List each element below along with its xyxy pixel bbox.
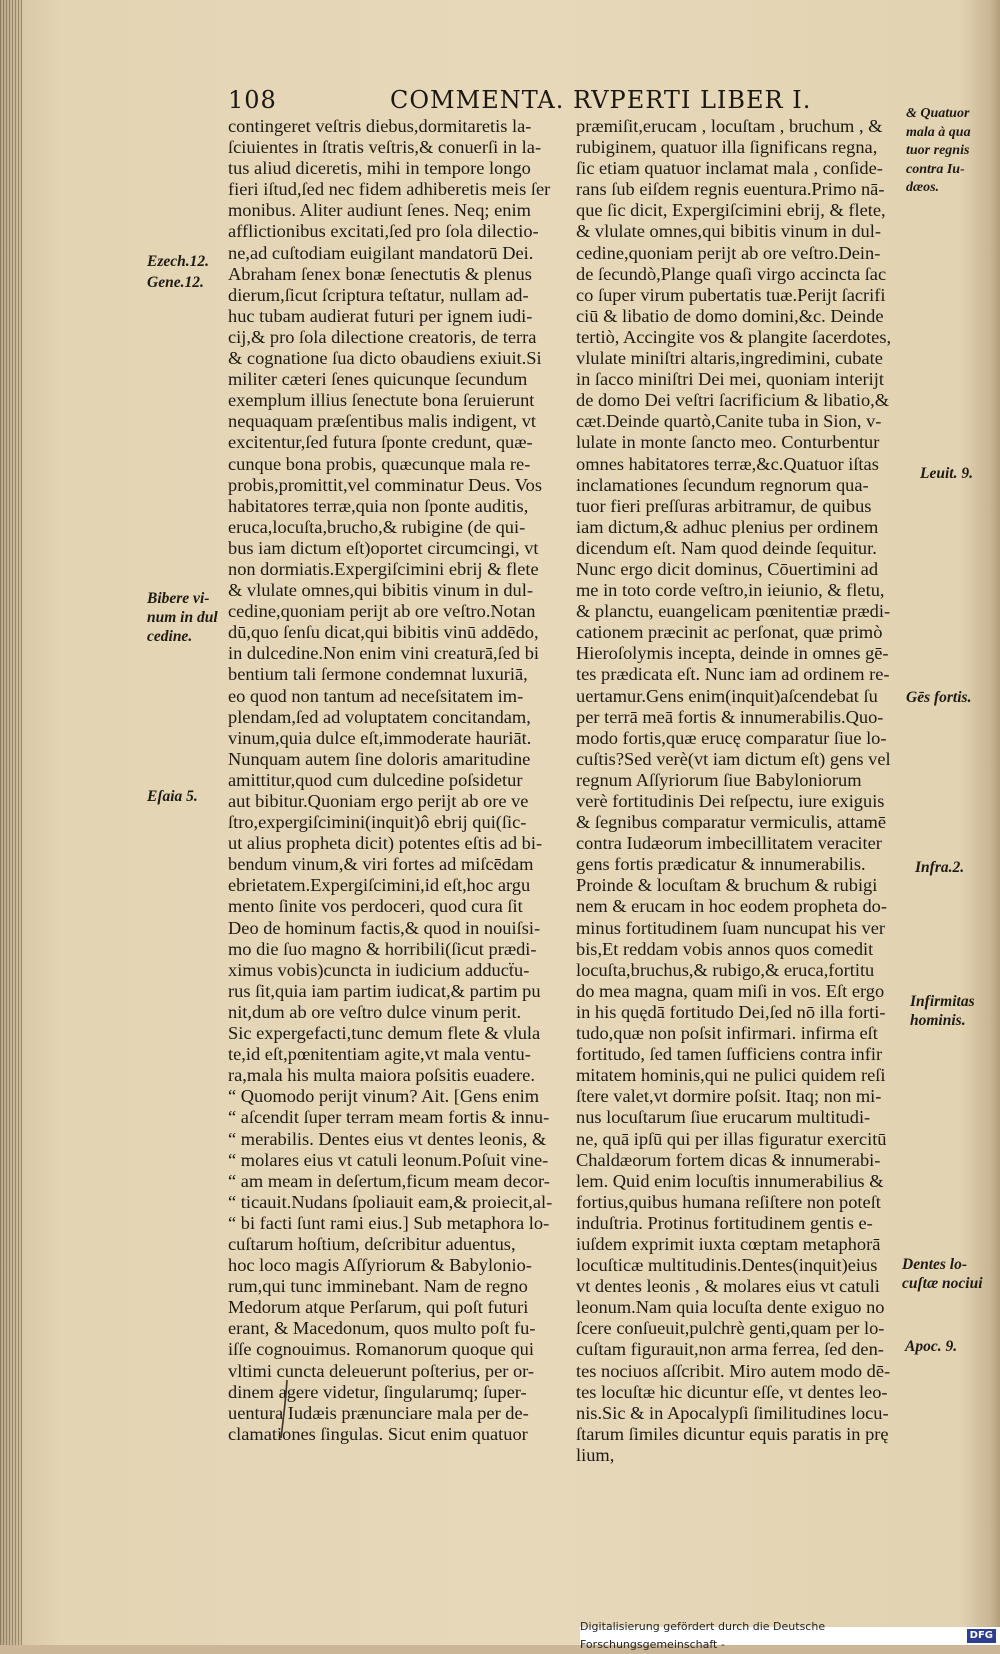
digitization-footer — [580, 1620, 1000, 1651]
text-line: bendum vinum,& viri fortes ad miſcēdam — [228, 854, 534, 875]
text-line: fortius,quibus humana reſiſtere non poteſt — [576, 1191, 881, 1212]
text-line: fieri iſtud,ſed nec fidem adhiberetis meis ſer — [228, 179, 551, 200]
text-line: “ Quomodo perijt vinum? Ait. [Gens enim — [228, 1086, 540, 1107]
text-line: cationem præcinit ac perſonat, quæ primò — [576, 622, 883, 643]
text-line: dicendum eſt. Nam quod deinde ſequitur. — [576, 537, 877, 558]
text-line: co ſuper virum pubertatis tuæ.Perijt ſacrifi — [576, 284, 886, 305]
text-line: minus fortitudinem ſuam nuncupat his ver — [576, 917, 886, 938]
text-line: bus iam dictum eſt)oportet circumcingi, vt — [228, 537, 539, 558]
text-line: vltimi cuncta deleuerunt poſterius, per or- — [228, 1360, 535, 1381]
text-line: in dulcedine.Non enim vini creaturā,ſed bi — [228, 643, 540, 664]
text-line: Nunquam autem ſine doloris amaritudine — [228, 748, 531, 769]
text-line: & planctu, euangelicam pœnitentiæ prædi- — [576, 601, 891, 622]
text-line: lulate in monte ſancto meo. Conturbentur — [576, 432, 880, 453]
text-line: & ſegnibus comparatur vermiculis, attamē — [576, 812, 886, 833]
margin-note-gens-fortis: Gēs fortis. — [906, 689, 972, 706]
text-line: de domo Dei veſtri ſacrificium & libatio,& — [576, 390, 890, 411]
text-line: cuſtarum hoſtium, deſcribitur aduentus, — [228, 1233, 516, 1254]
text-line: bis,Et reddam vobis annos quos comedit — [576, 938, 874, 959]
text-line: gens fortis prædicatur & innumerabilis. — [576, 854, 866, 875]
text-line: excitentur,ſed futura ſponte credunt, quæ- — [228, 432, 533, 453]
text-line: militer cæteri ſenes quicunque ſecundum — [228, 369, 528, 390]
text-line: cæt.Deinde quartò,Canite tuba in Sion, v- — [576, 411, 882, 432]
text-line: uertamur.Gens enim(inquit)aſcendebat ſu — [576, 685, 878, 706]
running-title: COMMENTA. RVPERTI LIBER I. — [390, 86, 812, 114]
text-line: nis.Sic & in Apocalypſi ſimilitudines locu- — [576, 1402, 889, 1423]
left-text-column — [228, 116, 552, 1445]
text-line: locuſticæ multitudinis.Dentes(inquit)eius — [576, 1255, 878, 1276]
page-number: 108 — [228, 86, 277, 114]
text-line: uentura Iudæis prænunciare mala per de- — [228, 1402, 529, 1423]
text-line: omnes habitatores terræ,&c.Quatuor iſtas — [576, 453, 879, 474]
text-line: cedine,quoniam perijt ab ore veſtro.Notan — [228, 601, 536, 622]
text-line: tes nociuos aſſcribit. Miro autem modo dē- — [576, 1360, 891, 1381]
text-line: lium, — [576, 1444, 615, 1465]
text-line: contingeret veſtris diebus,dormitaretis la- — [228, 116, 532, 136]
text-line: induſtria. Protinus fortitudinem gentis e- — [576, 1212, 873, 1233]
page-edge — [0, 0, 22, 1645]
text-line: mento ſinite vos perdoceri, quod cura ſit — [228, 896, 523, 917]
text-line: contra Iudæorum imbecillitatem veraciter — [576, 833, 882, 854]
text-line: ximus vobis)cuncta in iudicium adducẗu- — [228, 959, 530, 980]
margin-note-dentes: Dentes lo- cuſtæ nociui — [902, 1256, 983, 1292]
text-line: nem & erucam in hoc eodem propheta do- — [576, 896, 887, 917]
text-line: Proinde & locuſtam & bruchum & rubigi — [576, 875, 878, 896]
text-line: exemplum illius ſenectute bona ſeruierunt — [228, 390, 535, 411]
text-line: Chaldæorum fortem dicas & innumerabi- — [576, 1149, 881, 1170]
text-line: præmiſit,erucam , locuſtam , bruchum , & — [576, 116, 883, 136]
text-line: tudo,quæ non poſsit infirmari. infirma eſt — [576, 1023, 878, 1044]
text-line: in his quędā fortitudo Dei,ſed nō illa forti- — [576, 1001, 886, 1022]
text-line: bentium tali ſermone condemnat luxuriā, — [228, 664, 528, 685]
text-line: hoc loco magis Aſſyriorum & Babylonio- — [228, 1255, 532, 1276]
margin-note-gene: Gene.12. — [147, 274, 204, 291]
text-line: lem. Quid enim locuſtis innumerabilius & — [576, 1170, 884, 1191]
text-line: ſtarum ſimiles dicuntur equis paratis in prę — [576, 1423, 889, 1444]
text-line: me in toto corde veſtro,in ieiunio, & fletu, — [576, 580, 885, 601]
text-line: & cognatione ſua dicto obaudiens exiuit.Si — [228, 348, 542, 369]
margin-note-esaiae: Eſaia 5. — [147, 788, 198, 805]
dfg-logo: DFG — [967, 1629, 996, 1643]
text-line: do mea magna, quam miſi in vos. Eſt ergo — [576, 980, 885, 1001]
text-line: rans ſub eiſdem regnis euentura.Primo nā- — [576, 179, 885, 200]
text-line: rubiginem, quatuor illa ſignificans regna, — [576, 137, 878, 158]
text-line: non dormiatis.Expergiſcimini ebrij & flete — [228, 558, 539, 579]
text-line: ut alius propheta dicit) potentes eſtis ad bi- — [228, 833, 543, 854]
text-line: habitatores terræ,quia non ſponte auditis, — [228, 495, 529, 516]
text-line: eruca,locuſta,brucho,& rubigine (de qui- — [228, 516, 526, 537]
text-line: & vlulate omnes,qui bibitis vinum in dul- — [576, 221, 881, 242]
text-line: te,id eſt,pœnitentiam agite,vt mala ventu- — [228, 1044, 531, 1065]
text-line: tertiò, Accingite vos & plangite ſacerdotes, — [576, 326, 892, 347]
pencil-mark — [278, 1378, 292, 1440]
text-line: cuſtis?Sed verè(vt iam dictum eſt) gens vel — [576, 748, 891, 769]
text-line: nus locuſtarum ſiue erucarum multitudi- — [576, 1107, 871, 1128]
footer-notice: Digitalisierung gefördert durch die Deutsche Forschungsgemeinschaft - — [580, 1620, 826, 1651]
text-line: erant, & Macedonum, quos multo poſt fu- — [228, 1318, 536, 1339]
margin-note-infirmitas: Infirmitas hominis. — [910, 993, 975, 1029]
text-line: aut bibitur.Quoniam ergo perijt ab ore ve — [228, 791, 529, 811]
text-line: nit,dum ab ore veſtro dulce vinum perit. — [228, 1001, 522, 1022]
text-line: mitatem hominis,qui ne pulici quidem reſi — [576, 1065, 886, 1086]
text-line: Hieroſolymis incepta, deinde in omnes gē- — [576, 643, 889, 664]
text-line: dinem agere videtur, ſingularumq; ſuper- — [228, 1381, 527, 1402]
text-line: Abraham ſenex bonæ ſenectutis & plenus — [228, 263, 532, 284]
text-line: plendam,ſed ad voluptatem concitandam, — [228, 706, 531, 727]
text-line: Deo de hominum factis,& quod in nouiſsi- — [228, 917, 541, 938]
text-line: ſciuientes in ſtratis veſtris,& conuerſi in la- — [228, 137, 542, 158]
margin-note-leuit: Leuit. 9. — [920, 465, 973, 482]
text-line: cuſtam figurauit,non arma ferrea, ſed den- — [576, 1339, 884, 1360]
margin-note-infra: Infra.2. — [915, 859, 965, 876]
text-line: iſſe cognouimus. Romanorum quoque qui — [228, 1339, 534, 1360]
text-line: ciū & libatio de domo domini,&c. Deinde — [576, 305, 884, 326]
text-line: “ am meam in deſertum,ficum meam decor- — [228, 1170, 550, 1191]
text-line: fortitudo, ſed tamen ſufficiens contra infir — [576, 1044, 883, 1065]
text-line: ſtere valet,vt dormire poſsit. Itaq; non mi- — [576, 1086, 882, 1107]
text-line: que ſic dicit, Expergiſcimini ebrij, & flete, — [576, 200, 886, 221]
text-line: mo die ſuo magno & horribili(ſicut prædi- — [228, 938, 537, 959]
text-line: ne,ad cuſtodiam euigilant mandatorū Dei. — [228, 242, 534, 263]
text-line: rum,qui tunc imminebant. Nam de regno — [228, 1276, 528, 1297]
text-line: Nunc ergo dicit dominus, Cōuertimini ad — [576, 558, 879, 579]
text-line: de ſecundò,Plange quaſi virgo accincta ſac — [576, 263, 887, 284]
margin-note-bibere: Bibere vi- num in dul cedine. — [147, 590, 218, 645]
text-line: per terrā meā fortis & innumerabilis.Quo- — [576, 706, 884, 727]
text-line: rus ſit,quia iam partim iudicat,& partim pu — [228, 980, 541, 1001]
text-line: tes prædicata eſt. Nunc iam ad ordinem re- — [576, 664, 890, 685]
text-line: cunque bona probis, quæcunque mala re- — [228, 453, 531, 474]
text-line: vlulate miniſtri altaris,ingredimini, cubate — [576, 348, 883, 369]
text-line: “ merabilis. Dentes eius vt dentes leonis, & — [228, 1128, 547, 1149]
text-line: monibus. Aliter audiunt ſenes. Neq; enim — [228, 200, 531, 221]
margin-note-quatuor-mala: & Quatuor mala à qua tuor regnis contra Iu- dæos. — [906, 106, 971, 195]
text-line: iam dictum,& adhuc plenius per ordinem — [576, 516, 879, 537]
text-line: amittitur,quod cum dulcedine poſsidetur — [228, 769, 523, 790]
text-line: dū,quo ſenſu dicat,qui bibitis vinū addēdo, — [228, 622, 539, 643]
text-line: leonum.Nam quia locuſta dente exiguo no — [576, 1297, 885, 1318]
text-line: modo fortis,quæ erucę comparatur ſiue lo- — [576, 727, 887, 748]
text-line: dierum,ſicut ſcriptura teſtatur, nullam ad- — [228, 284, 529, 305]
text-line: & vlulate omnes,qui bibitis vinum in dul- — [228, 580, 533, 601]
text-line: tes locuſtæ hic dicuntur eſſe, vt dentes leo- — [576, 1381, 888, 1402]
text-line: ne, quā ipſū qui per illas figuratur exercitū — [576, 1128, 887, 1149]
text-line: Medorum atque Perſarum, qui poſt futuri — [228, 1297, 529, 1318]
text-line: nequaquam præſentibus malis indigent, vt — [228, 411, 536, 432]
text-line: regnum Aſſyriorum ſiue Babyloniorum — [576, 769, 862, 790]
text-line: eo quod non tantum ad neceſsitatem im- — [228, 685, 524, 706]
text-line: inclamationes ſecundum regnorum qua- — [576, 474, 869, 495]
text-line: afflictionibus excitati,ſed pro ſola dilectio- — [228, 221, 539, 242]
text-line: probis,promittit,vel comminatur Deus. Vos — [228, 474, 542, 495]
text-line: “ aſcendit ſuper terram meam fortis & innu- — [228, 1107, 550, 1128]
text-line: ſic etiam quatuor inclamat mala , conſide- — [576, 158, 883, 179]
text-line: “ ticauit.Nudans ſpoliauit eam,& proiecit,al- — [228, 1191, 553, 1212]
text-line: verè fortitudinis Dei reſpectu, iure exiguis — [576, 791, 885, 811]
text-line: ra,mala his multa maiora poſsitis euadere. — [228, 1065, 535, 1086]
text-line: ſtro,expergiſcimini(inquit)ô ebrij qui(ſic- — [228, 812, 527, 833]
text-line: in ſacco miniſtri Dei mei, quoniam interijt — [576, 369, 884, 390]
text-line: locuſta,bruchus,& rubigo,& eruca,fortitu — [576, 959, 875, 980]
text-line: huc tubam audierat futuri per ignem iudi- — [228, 305, 533, 326]
text-line: “ molares eius vt catuli leonum.Poſuit vine- — [228, 1149, 549, 1170]
text-line: iuſdem exprimit iuxta cœptam metaphorā — [576, 1233, 881, 1254]
right-text-column — [576, 116, 891, 1466]
text-line: ebrietatem.Expergiſcimini,id eſt,hoc argu — [228, 875, 531, 896]
margin-note-ezech: Ezech.12. — [147, 253, 209, 270]
text-line: vt dentes leonis , & molares eius vt catuli — [576, 1276, 880, 1297]
text-line: vinum,quia dulce eſt,immoderate hauriāt. — [228, 727, 532, 748]
margin-note-apoc: Apoc. 9. — [905, 1338, 958, 1355]
text-line: cedine,quoniam perijt ab ore veſtro.Dein- — [576, 242, 881, 263]
text-line: cij,& pro ſola dilectione creatoris, de terra — [228, 326, 537, 347]
text-line: tuor fieri preſſuras arbitramur, de quibus — [576, 495, 872, 516]
text-line: clamationes ſingulas. Sicut enim quatuor — [228, 1423, 528, 1444]
text-line: tus aliud diceretis, mihi in tempore longo — [228, 158, 531, 179]
text-line: “ bi facti ſunt rami eius.] Sub metaphora lo- — [228, 1212, 550, 1233]
text-line: Sic expergefacti,tunc demum flete & vlula — [228, 1023, 541, 1044]
text-line: ſcere conſueuit,pulchrè genti,quam per lo- — [576, 1318, 885, 1339]
